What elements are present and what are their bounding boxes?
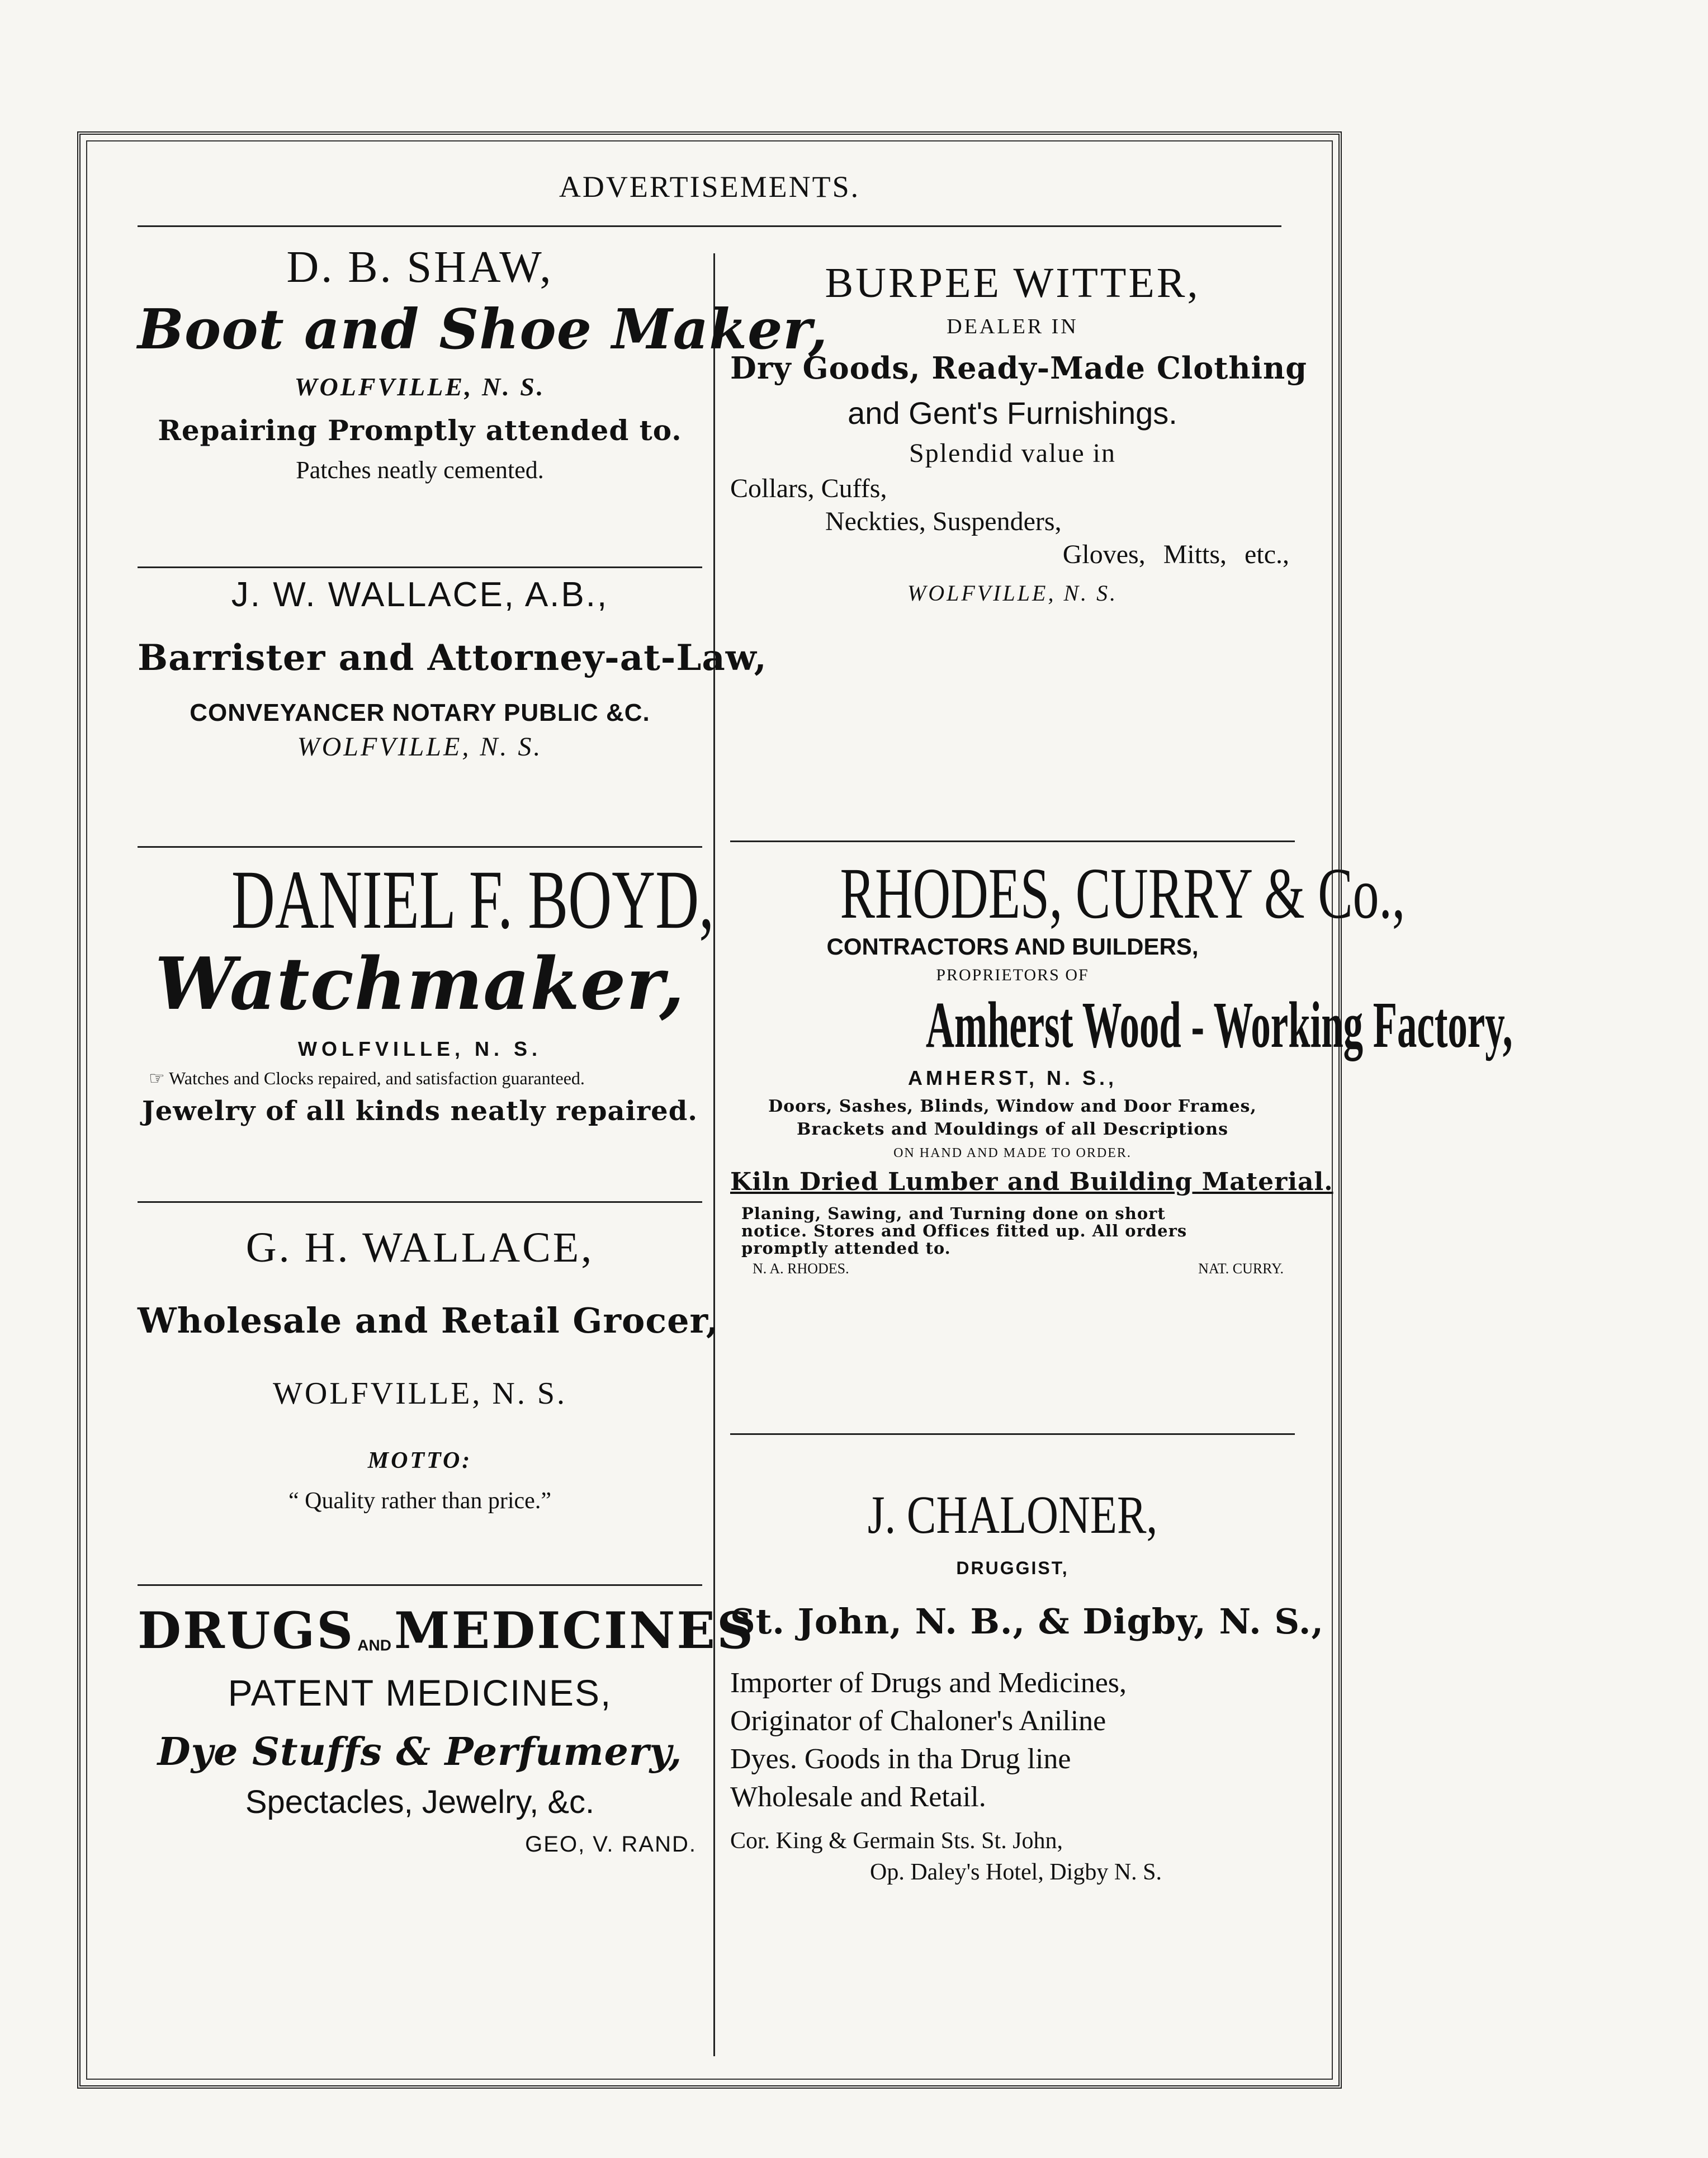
shaw-place: WOLFVILLE, N. S. — [294, 372, 546, 401]
witter-name: BURPEE WITTER, — [825, 259, 1200, 306]
jwwallace-place: WOLFVILLE, N. S. — [297, 732, 543, 762]
rhodes-signatures — [730, 1257, 1295, 1277]
boyd-note-block — [138, 1069, 702, 1088]
pointing-hand-icon: ☞ — [149, 1068, 165, 1088]
header-rule — [138, 225, 1281, 227]
rand-patent: PATENT MEDICINES, — [228, 1672, 612, 1713]
shaw-line2: Patches neatly cemented. — [296, 456, 544, 484]
ad-jw-wallace — [138, 575, 767, 762]
ghwallace-motto: “ Quality rather than price.” — [288, 1488, 551, 1514]
chaloner-p4: Wholesale and Retail. — [730, 1781, 986, 1813]
ghwallace-trade: Wholesale and Retail Grocer, — [138, 1300, 719, 1341]
rhodes-kiln: Kiln Dried Lumber and Building Material. — [730, 1168, 1333, 1196]
chaloner-addr1: Cor. King & Germain Sts. St. John, — [730, 1828, 1063, 1854]
chaloner-addr2: Op. Daley's Hotel, Digby N. S. — [870, 1859, 1162, 1885]
ad-shaw — [138, 242, 829, 484]
page-header: ADVERTISEMENTS. — [559, 170, 860, 204]
rhodes-proprietors: PROPRIETORS OF — [936, 966, 1089, 984]
ghwallace-name: G. H. WALLACE, — [245, 1224, 594, 1271]
witter-place: WOLFVILLE, N. S. — [907, 580, 1118, 606]
jwwallace-title: Barrister and Attorney-at-Law, — [138, 637, 767, 679]
ad-gh-wallace — [138, 1224, 719, 1514]
rand-drugs: DRUGS — [138, 1601, 355, 1660]
rhodes-sig-right: NAT. CURRY. — [1198, 1260, 1284, 1277]
rhodes-doors: Doors, Sashes, Blinds, Window and Door Frames, — [768, 1097, 1257, 1116]
rhodes-brackets: Brackets and Mouldings of all Descriptions — [797, 1120, 1228, 1139]
ad-chaloner — [730, 1484, 1324, 1888]
chaloner-body — [730, 1664, 1295, 1816]
ghwallace-motto-label: MOTTO: — [367, 1448, 472, 1474]
rand-headline — [138, 1601, 755, 1660]
column-divider — [713, 253, 715, 2056]
chaloner-places: St. John, N. B., & Digby, N. S., — [730, 1601, 1324, 1642]
rule — [730, 1433, 1295, 1435]
shaw-line1: Repairing Promptly attended to. — [158, 414, 682, 447]
rand-dye: Dye Stuffs & Perfumery, — [157, 1730, 683, 1774]
inner-border — [86, 140, 1513, 2080]
boyd-note: Watches and Clocks repaired, and satisfaction guaranteed. — [169, 1068, 585, 1088]
chaloner-p3: Dyes. Goods in tha Drug line — [730, 1743, 1071, 1775]
boyd-place: WOLFVILLE, N. S. — [298, 1037, 542, 1060]
ghwallace-place: WOLFVILLE, N. S. — [273, 1376, 567, 1411]
jwwallace-name: J. W. WALLACE, A.B., — [231, 575, 609, 614]
rhodes-contractors: CONTRACTORS AND BUILDERS, — [826, 933, 1199, 960]
chaloner-druggist: DRUGGIST, — [956, 1558, 1069, 1578]
ad-rand — [138, 1601, 755, 1857]
jwwallace-line: CONVEYANCER NOTARY PUBLIC &C. — [190, 699, 650, 726]
rhodes-place: AMHERST, N. S., — [907, 1066, 1118, 1089]
shaw-trade: Boot and Shoe Maker, — [138, 298, 829, 362]
rhodes-order: ON HAND AND MADE TO ORDER. — [893, 1146, 1132, 1160]
advertisement-page — [77, 131, 1513, 2089]
ad-witter — [730, 259, 1308, 606]
boyd-line: Jewelry of all kinds neatly repaired. — [142, 1095, 698, 1127]
ad-boyd — [138, 852, 715, 1127]
chaloner-name: J. CHALONER, — [867, 1485, 1158, 1545]
rand-signature: GEO, V. RAND. — [525, 1832, 697, 1857]
witter-goods: Dry Goods, Ready-Made Clothing — [730, 350, 1308, 386]
rhodes-sig-left: N. A. RHODES. — [753, 1260, 849, 1277]
chaloner-address — [730, 1825, 1295, 1888]
rhodes-planing — [730, 1205, 1295, 1257]
ad-rhodes — [730, 852, 1513, 1277]
rand-spectacles: Spectacles, Jewelry, &c. — [245, 1784, 595, 1820]
rule — [138, 566, 702, 568]
rule — [138, 846, 702, 848]
boyd-trade: Watchmaker, — [155, 942, 685, 1026]
witter-items2: Neckties, Suspenders, — [825, 507, 1062, 536]
rule — [138, 1201, 702, 1203]
rand-medicines: MEDICINES — [394, 1601, 755, 1660]
rhodes-name: RHODES, CURRY & Co., — [840, 853, 1406, 934]
chaloner-p1: Importer of Drugs and Medicines, — [730, 1667, 1127, 1699]
rule — [138, 1584, 702, 1586]
witter-items3: Gloves, Mitts, etc., — [1062, 540, 1289, 569]
rand-and: AND — [357, 1636, 391, 1654]
rhodes-planing-3: promptly attended to. — [741, 1239, 951, 1258]
right-column — [730, 231, 1513, 2056]
witter-splendid: Splendid value in — [909, 438, 1116, 468]
shaw-name: D. B. SHAW, — [286, 243, 553, 292]
witter-gents: and Gent's Furnishings. — [848, 395, 1177, 431]
rhodes-planing-1: Planing, Sawing, and Turning done on short — [741, 1204, 1166, 1223]
rhodes-factory: Amherst Wood - Working Factory, — [925, 988, 1513, 1061]
boyd-name: DANIEL F. BOYD, — [231, 853, 715, 946]
rule — [730, 840, 1295, 842]
rhodes-planing-2: notice. Stores and Offices fitted up. All orders — [741, 1221, 1187, 1240]
witter-dealer: DEALER IN — [947, 315, 1078, 338]
chaloner-p2: Originator of Chaloner's Aniline — [730, 1705, 1106, 1737]
witter-items1: Collars, Cuffs, — [730, 474, 887, 503]
